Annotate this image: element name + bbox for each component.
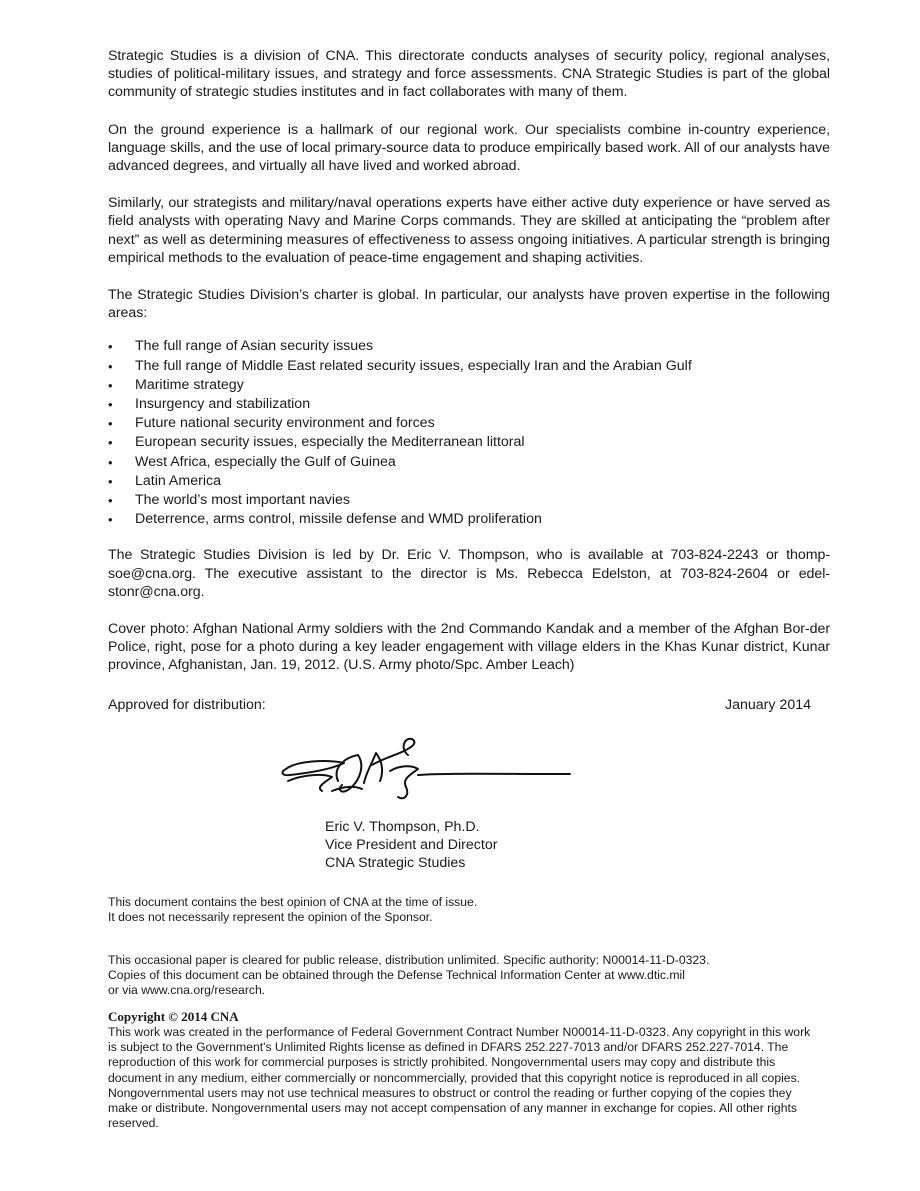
signer-block — [325, 818, 497, 873]
copyright-notice — [108, 1009, 820, 1131]
main-content — [108, 47, 830, 714]
signature-image — [272, 735, 572, 805]
signer-name: Eric V. Thompson, Ph.D. — [325, 819, 480, 835]
approval-label: Approved for distribution: — [108, 696, 266, 713]
list-item: • The full range of Middle East related security issues, especially Iran and the Arabian Gulf — [108, 357, 830, 376]
signer-title: Vice President and Director — [325, 837, 498, 854]
list-item: • The full range of Asian security issues — [108, 337, 830, 356]
copyright-text: This work was created in the performance of Federal Government Contract Number N00014-11-D-0323. Any copyright in this work is subject to the Government's Unlimited Rights license as defined in DFARS 252.227-7013 and/or DFARS 252.227-7014. The reproduction of this work for commercial purposes is strictly prohibited. Nongovernmental users may copy and distribute this document in any medium, either commercially or noncommercially, provided that this copyright notice is reproduced in all copies. Nongovernmental users may not use technical measures to obstruct or control the reading or further copying of the copies they make or distribute. Nongovernmental users may not accept compensation of any manner in exchange for copies. All other rights reserved. — [108, 1025, 811, 1131]
list-item: • Deterrence, arms control, missile defense and WMD proliferation — [108, 510, 830, 529]
list-item: • Insurgency and stabilization — [108, 395, 830, 414]
intro-paragraph-strategists: Similarly, our strategists and military/naval operations experts have either active duty experience or have served as field analysts with operating Navy and Marine Corps commands. They are skilled at anticipating the “problem after next” as well as determining measures of effectiveness to assess ongoing initiatives. A particular strength is bringing empirical methods to the evaluation of peace-time engagement and shaping activities. — [108, 195, 830, 266]
list-item: • Latin America — [108, 472, 830, 491]
release-line: or via www.cna.org/research. — [108, 983, 266, 998]
list-item: • Maritime strategy — [108, 376, 830, 395]
release-notice — [108, 953, 828, 999]
expertise-list — [108, 337, 830, 529]
list-item: • West Africa, especially the Gulf of Guinea — [108, 453, 830, 472]
disclaimer-line: This document contains the best opinion of CNA at the time of issue. — [108, 895, 478, 909]
intro-paragraph-experience: On the ground experience is a hallmark of our regional work. Our specialists combine in-country experience, language skills, and the use of local primary-source data to produce empirically based work. All of our analysts have advanced degrees, and virtually all have lived and worked abroad. — [108, 121, 830, 175]
release-line: Copies of this document can be obtained through the Defense Technical Information Center at www.dtic.mil — [108, 968, 685, 983]
approval-row — [108, 696, 830, 714]
list-item: • The world’s most important navies — [108, 491, 830, 510]
list-item: • European security issues, especially the Mediterranean littoral — [108, 433, 830, 452]
approval-date: January 2014 — [725, 696, 811, 713]
leadership-paragraph: The Strategic Studies Division is led by Dr. Eric V. Thompson, who is available at 703-824-2243 or thomp-soe@cna.org. The executive assistant to the director is Ms. Rebecca Edelston, at 703-824-2604 or edel-stonr@cna.org. — [108, 547, 830, 600]
intro-paragraph-charter: The Strategic Studies Division’s charter is global. In particular, our analysts have proven expertise in the following areas: — [108, 287, 830, 322]
opinion-disclaimer — [108, 895, 828, 925]
cover-photo-caption: Cover photo: Afghan National Army soldiers with the 2nd Commando Kandak and a member of the Afghan Bor-der Police, right, pose for a photo during a key leader engagement with village elders in the Khas Kunar district, Kunar province, Afghanistan, Jan. 19, 2012. (U.S. Army photo/Spc. Amber Leach) — [108, 621, 830, 674]
release-line: This occasional paper is cleared for public release, distribution unlimited. Specific authority: N00014-11-D-0323. — [108, 953, 710, 967]
copyright-heading: Copyright © 2014 CNA — [108, 1009, 239, 1024]
list-item: • Future national security environment and forces — [108, 414, 830, 433]
disclaimer-line: It does not necessarily represent the opinion of the Sponsor. — [108, 910, 433, 925]
signer-org: CNA Strategic Studies — [325, 855, 466, 872]
intro-paragraph-division: Strategic Studies is a division of CNA. This directorate conducts analyses of security policy, regional analyses, studies of political-military issues, and strategy and force assessments. CNA Strategic Studies is part of the global community of strategic studies institutes and in fact collaborates with many of them. — [108, 48, 830, 101]
